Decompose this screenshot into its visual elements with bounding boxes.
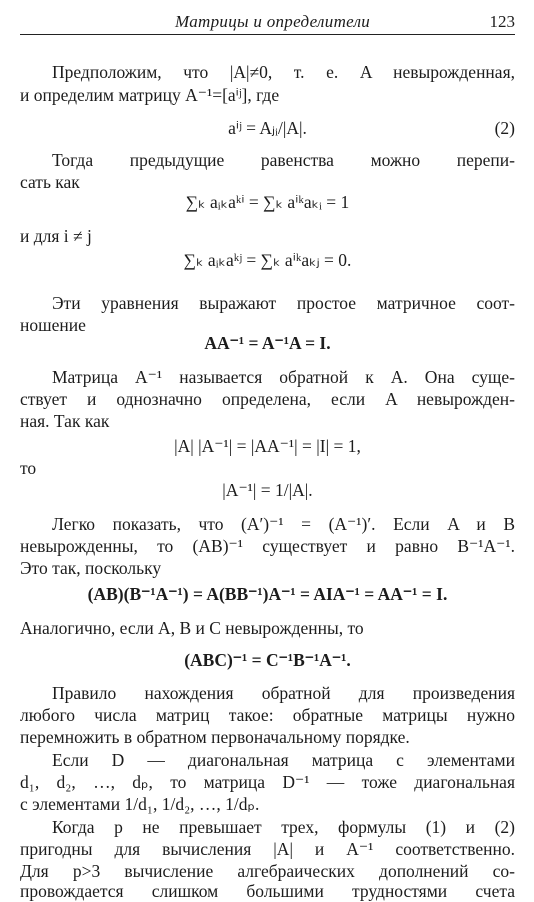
equation: aⁱʲ = Aⱼᵢ/|A|.	[228, 118, 307, 138]
text-line: любого числа матриц такое: обратные матрицы нужно	[20, 705, 515, 725]
text-line: Матрица A⁻¹ называется обратной к A. Она суще-	[52, 367, 515, 387]
text-line: ная. Так как	[20, 411, 110, 431]
text-line: и определим матрицу A⁻¹=[aⁱʲ], где	[20, 85, 280, 105]
equation: AA⁻¹ = A⁻¹A = I.	[204, 333, 331, 353]
text-line: Тогда предыдущие равенства можно перепи-	[52, 150, 515, 170]
text-line: то	[20, 458, 37, 478]
text-line: невырожденны, то (AB)⁻¹ существует и равно B⁻¹A⁻¹.	[20, 536, 515, 556]
text-line: Если D — диагональная матрица с элементами	[52, 750, 515, 770]
equation: (AB)(B⁻¹A⁻¹) = A(BB⁻¹)A⁻¹ = AIA⁻¹ = AA⁻¹ = I.	[87, 584, 448, 604]
page-number: 123	[489, 12, 515, 31]
header-title: Матрицы и определители	[175, 12, 371, 31]
text-line: ношение	[20, 315, 86, 335]
text-line: Правило нахождения обратной для произведения	[52, 683, 515, 703]
text-line: Аналогично, если A, B и C невырожденны, то	[20, 618, 364, 638]
text-line: с элементами 1/d₁, 1/d₂, …, 1/dₚ.	[20, 794, 260, 814]
text-line: Легко показать, что (A′)⁻¹ = (A⁻¹)′. Если A и B	[52, 514, 515, 534]
text-line: Это так, поскольку	[20, 558, 162, 578]
text-line: пригодны для вычисления |A| и A⁻¹ соответственно.	[20, 839, 515, 859]
equation: (ABC)⁻¹ = C⁻¹B⁻¹A⁻¹.	[184, 650, 351, 670]
text-line: d₁, d₂, …, dₚ, то матрица D⁻¹ — тоже диагональная	[20, 772, 515, 792]
text-line: Предположим, что |A|≠0, т. е. A невырожденная,	[52, 62, 515, 82]
equation: |A| |A⁻¹| = |AA⁻¹| = |I| = 1,	[174, 436, 361, 456]
text-line: провождается слишком большими трудностями счета	[20, 881, 515, 901]
text-line: и для i ≠ j	[20, 226, 92, 246]
running-header	[20, 12, 515, 35]
equation: ∑ₖ aᵢₖaᵏʲ = ∑ₖ aⁱᵏaₖⱼ = 0.	[183, 250, 352, 270]
text-line: перемножить в обратном первоначальному порядке.	[20, 727, 410, 747]
equation-number: (2)	[494, 118, 515, 138]
text-line: ствует и однозначно определена, если A невырожден-	[20, 389, 515, 409]
text-line: Когда p не превышает трех, формулы (1) и (2)	[52, 817, 515, 837]
text-line: Эти уравнения выражают простое матричное соот-	[52, 293, 515, 313]
text-line: Для p>3 вычисление алгебраических дополнений со-	[20, 861, 515, 881]
equation: ∑ₖ aᵢₖaᵏⁱ = ∑ₖ aⁱᵏaₖᵢ = 1	[185, 192, 350, 212]
text-line: сать как	[20, 172, 80, 192]
equation: |A⁻¹| = 1/|A|.	[222, 480, 313, 500]
